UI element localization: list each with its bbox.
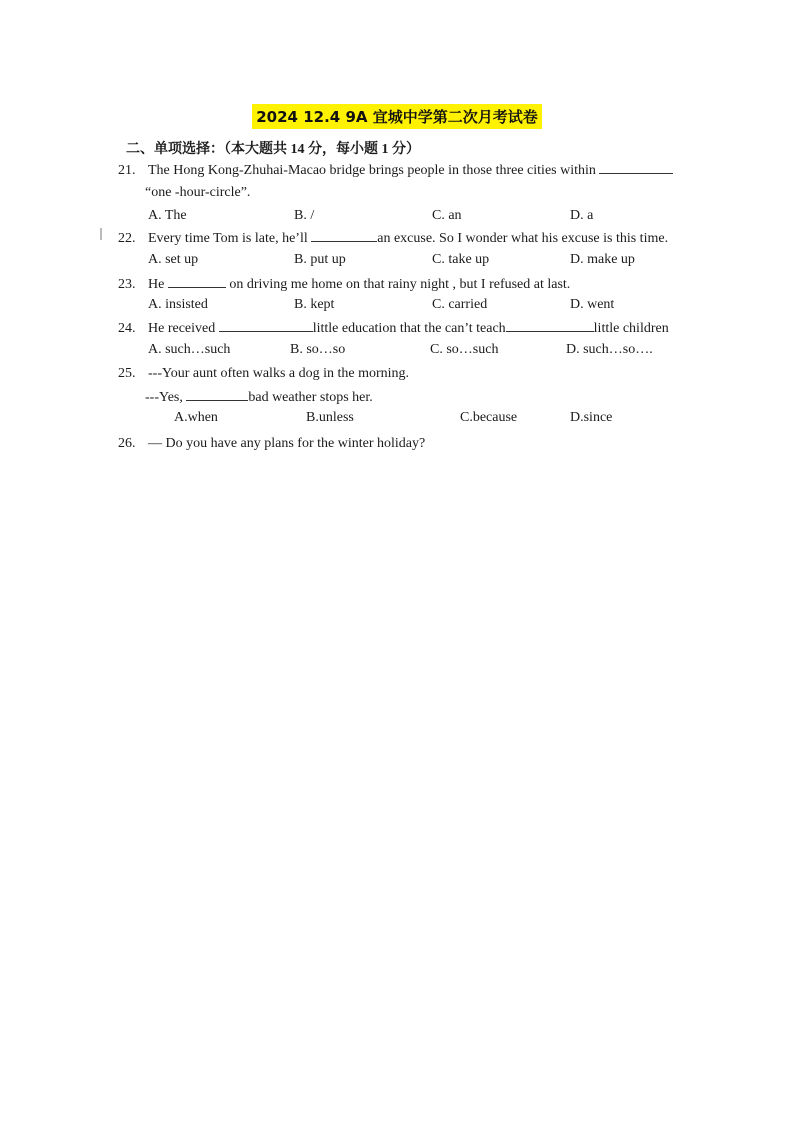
option-d: D. a [570,208,594,223]
question-text: Every time Tom is late, he’ll [148,231,308,246]
option-b: B.unless [306,410,354,425]
question-text: He received [148,321,216,336]
question-number: 23. [118,277,136,292]
question-22-options [148,252,688,272]
option-c: C.because [460,410,518,425]
option-b: B. so…so [290,342,346,357]
answer-blank-1 [219,318,313,332]
option-a: A.when [174,410,218,425]
question-text-after: little children [593,321,669,336]
question-25-options [148,410,688,430]
answer-blank-2 [506,318,594,332]
question-text-after: on driving me home on that rainy night , but I refused at last. [229,277,571,292]
question-25 [118,364,678,384]
question-21 [118,160,678,181]
option-c: C. an [432,208,462,223]
option-a: A. such…such [148,342,231,357]
answer-blank [311,228,377,242]
option-d: D.since [570,410,613,425]
question-number: 25. [118,366,136,381]
question-22 [118,228,678,249]
question-24 [118,318,678,339]
question-number: 24. [118,321,136,336]
option-d: D. make up [570,252,635,267]
option-b: B. put up [294,252,346,267]
question-21-options [148,208,688,228]
question-text: — Do you have any plans for the winter holiday? [148,436,426,451]
question-number: 22. [118,231,136,246]
question-25-line-2 [145,387,373,406]
answer-blank [168,274,226,288]
exam-title: 2024 12.4 9A 宜城中学第二次月考试卷 [252,104,541,129]
question-24-options [148,342,688,362]
option-a: A. The [148,208,187,223]
answer-blank [599,160,673,174]
question-text-after: an excuse. So I wonder what his excuse is this time. [377,231,669,246]
question-number: 21. [118,163,136,178]
scan-mark [100,228,102,240]
question-26 [118,434,678,454]
question-text: The Hong Kong-Zhuhai-Macao bridge brings people in those three cities within [148,163,596,178]
title-container [0,104,794,129]
option-b: B. / [294,208,315,223]
option-a: A. set up [148,252,199,267]
question-dialog-line-1: ---Your aunt often walks a dog in the morning. [148,366,410,381]
question-23-options [148,297,688,317]
answer-blank [186,387,248,401]
option-b: B. kept [294,297,335,312]
option-d: D. went [570,297,615,312]
section-heading: 二、单项选择：（本大题共 14 分，每小题 1 分） [126,142,420,157]
question-23 [118,274,678,295]
option-c: C. carried [432,297,488,312]
option-c: C. so…such [430,342,499,357]
option-c: C. take up [432,252,490,267]
question-text-middle: little education that the can’t teach [312,321,506,336]
question-text: He [148,277,165,292]
option-d: D. such…so…. [566,342,653,357]
question-number: 26. [118,436,136,451]
option-a: A. insisted [148,297,208,312]
question-dialog-line-2: ---Yes, [145,390,183,405]
question-text-after: bad weather stops her. [248,390,373,405]
question-21-continuation: “one -hour-circle”. [145,185,251,200]
